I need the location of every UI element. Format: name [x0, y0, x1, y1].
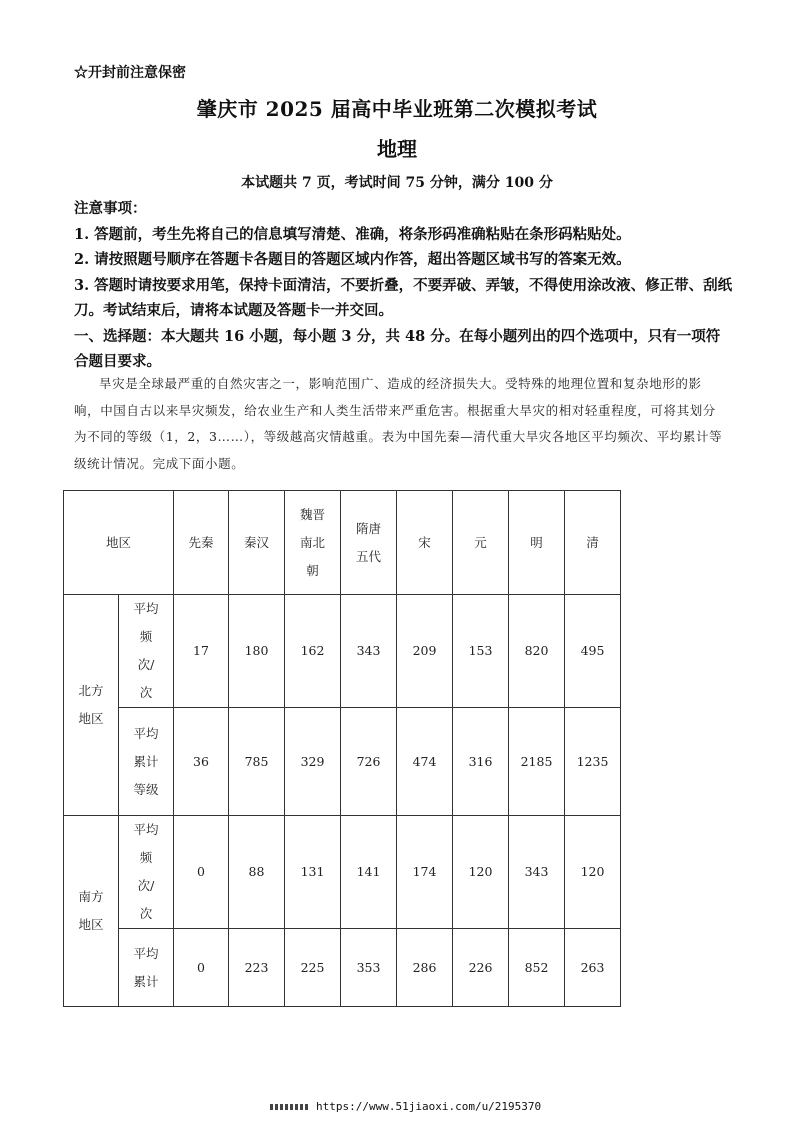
period-header: 明 [509, 491, 565, 595]
table-cell: 174 [397, 816, 453, 929]
notice-item-1: 1. 答题前，考生先将自己的信息填写清楚、准确，将条形码准确粘贴在条形码粘贴处。 [74, 225, 631, 243]
table-row [64, 816, 621, 929]
notice-heading: 注意事项： [74, 200, 147, 217]
table-cell: 316 [453, 708, 509, 816]
row-label: 平均累计 [119, 929, 174, 1007]
table-cell: 495 [565, 595, 621, 708]
table-cell: 120 [565, 816, 621, 929]
table-cell: 131 [285, 816, 341, 929]
notice-block [74, 196, 734, 375]
table-row [64, 595, 621, 708]
table-cell: 785 [229, 708, 285, 816]
period-header: 清 [565, 491, 621, 595]
table-cell: 36 [174, 708, 229, 816]
subject-title: 地理 [377, 137, 417, 161]
period-header: 宋 [397, 491, 453, 595]
table-cell: 180 [229, 595, 285, 708]
period-header: 秦汉 [229, 491, 285, 595]
table-cell: 2185 [509, 708, 565, 816]
table-cell: 353 [341, 929, 397, 1007]
table-cell: 0 [174, 816, 229, 929]
table-row [64, 708, 621, 816]
table-cell: 225 [285, 929, 341, 1007]
table-cell: 343 [341, 595, 397, 708]
table-cell: 1235 [565, 708, 621, 816]
region-header: 地区 [64, 491, 174, 595]
footer-url[interactable]: https://www.51jiaoxi.com/u/2195370 [316, 1100, 542, 1113]
table-cell: 162 [285, 595, 341, 708]
region-name: 南方地区 [64, 816, 119, 1007]
row-label: 平均频次/次 [119, 595, 174, 708]
table-cell: 153 [453, 595, 509, 708]
section-heading: 一、选择题：本大题共 16 小题，每小题 3 分，共 48 分。在每小题列出的四个选项中，只有一项符合题目要求。 [74, 327, 721, 370]
table-cell: 88 [229, 816, 285, 929]
table-header-row [64, 491, 621, 595]
confidential-mark: ☆开封前注意保密 [74, 65, 186, 81]
exam-meta: 本试题共 7 页，考试时间 75 分钟，满分 100 分 [241, 175, 553, 191]
table-cell: 223 [229, 929, 285, 1007]
table-cell: 17 [174, 595, 229, 708]
period-header: 魏晋南北朝 [285, 491, 341, 595]
table-cell: 209 [397, 595, 453, 708]
row-label: 平均频次/次 [119, 816, 174, 929]
site-logo-icon [270, 1104, 310, 1110]
table-cell: 329 [285, 708, 341, 816]
table-row [64, 929, 621, 1007]
question-passage: 旱灾是全球最严重的自然灾害之一，影响范围广、造成的经济损失大。受特殊的地理位置和复杂地形的影响，中国自古以来旱灾频发，给农业生产和人类生活带来严重危害。根据重大旱灾的相对轻重程度，可将其划分为不同的等级（1，2，3……），等级越高灾情越重。表为中国先秦—清代重大旱灾各地区平均频次、平均累计等级统计情况。完成下面小题。 [74, 376, 723, 471]
notice-item-2: 2. 请按照题号顺序在答题卡各题目的答题区域内作答，超出答题区域书写的答案无效。 [74, 251, 631, 268]
table-cell: 474 [397, 708, 453, 816]
table-cell: 343 [509, 816, 565, 929]
table-cell: 286 [397, 929, 453, 1007]
region-name: 北方地区 [64, 595, 119, 816]
notice-item-3: 3. 答题时请按要求用笔，保持卡面清洁，不要折叠，不要弄破、弄皱，不得使用涂改液、修正带、刮纸刀。考试结束后，请将本试题及答题卡一并交回。 [74, 276, 733, 319]
table-cell: 141 [341, 816, 397, 929]
exam-title: 肇庆市 2025 届高中毕业班第二次模拟考试 [196, 97, 598, 121]
table-cell: 726 [341, 708, 397, 816]
table-cell: 263 [565, 929, 621, 1007]
period-header: 先秦 [174, 491, 229, 595]
table-cell: 820 [509, 595, 565, 708]
period-header: 元 [453, 491, 509, 595]
drought-table [63, 490, 621, 1007]
table-cell: 852 [509, 929, 565, 1007]
row-label: 平均累计等级 [119, 708, 174, 816]
table-cell: 0 [174, 929, 229, 1007]
period-header: 隋唐五代 [341, 491, 397, 595]
table-cell: 226 [453, 929, 509, 1007]
table-cell: 120 [453, 816, 509, 929]
footer-watermark [270, 1100, 541, 1113]
